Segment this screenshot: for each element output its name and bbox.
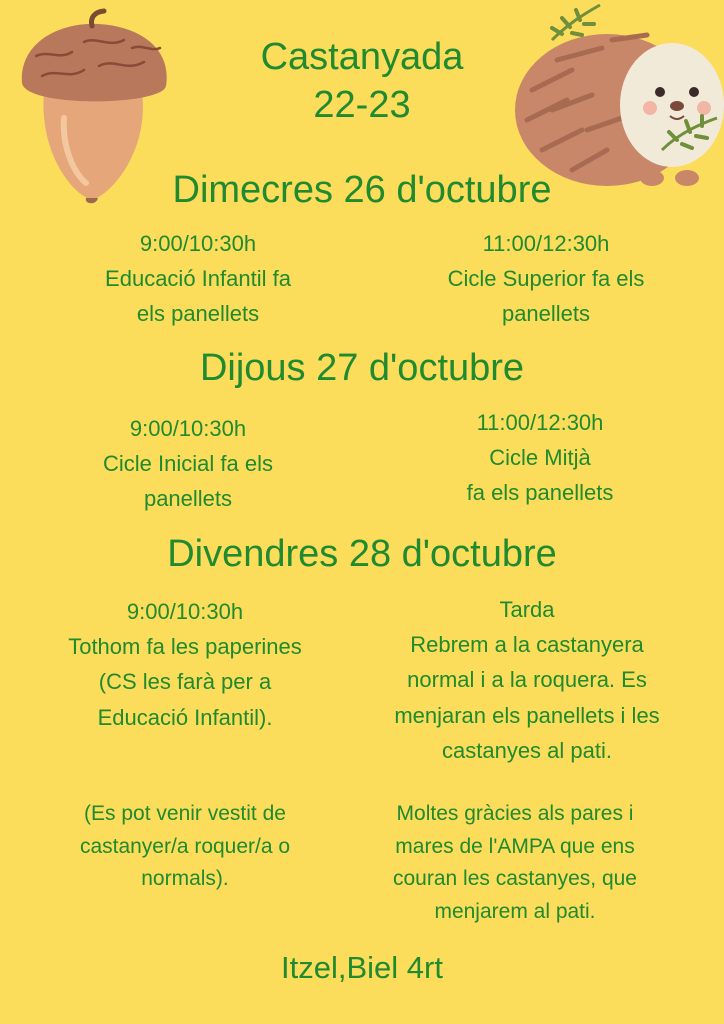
slot-time: 9:00/10:30h: [129, 416, 247, 441]
day-heading-wednesday: Dimecres 26 d'octubre: [172, 169, 552, 211]
slot-time: 11:00/12:30h: [482, 231, 610, 256]
slot-text: Educació Infantil fa: [105, 266, 291, 292]
title-line-1: Castanyada: [260, 36, 464, 78]
slot-text: panellets: [501, 301, 591, 327]
note-text: couran les castanyes, que: [393, 867, 637, 891]
day-heading-thursday: Dijous 27 d'octubre: [199, 347, 525, 389]
note-text: menjarem al pati.: [434, 899, 596, 923]
slot-text: els panellets: [136, 301, 260, 327]
schedule-slot: [80, 226, 316, 332]
slot-text: fa els panellets: [466, 480, 614, 506]
page-title: [180, 34, 544, 129]
thanks-note: [350, 798, 680, 928]
slot-text: panellets: [143, 486, 233, 512]
slot-text: Cicle Mitjà: [489, 445, 591, 471]
schedule-slot: [40, 594, 330, 735]
title-line-2: 22-23: [313, 83, 411, 126]
note-text: Moltes gràcies als pares i: [396, 802, 634, 825]
costume-note: [30, 798, 340, 896]
slot-time: 9:00/10:30h: [139, 231, 257, 256]
slot-text: Educació Infantil).: [97, 704, 273, 730]
slot-text: Rebrem a la castanyera: [410, 632, 644, 658]
slot-time: 11:00/12:30h: [476, 410, 604, 435]
note-text: mares de l'AMPA que ens: [395, 834, 635, 858]
schedule-slot: [70, 411, 306, 517]
slot-text: menjaran els panellets i les: [394, 702, 660, 728]
slot-text: Cicle Inicial fa els: [103, 451, 273, 477]
slot-time: 9:00/10:30h: [126, 599, 244, 624]
slot-text: Cicle Superior fa els: [447, 266, 645, 292]
slot-text: castanyes al pati.: [442, 737, 612, 763]
note-text: (Es pot venir vestit de: [84, 802, 286, 825]
schedule-slot: [362, 592, 692, 768]
slot-text: (CS les farà per a: [98, 669, 272, 695]
slot-text: normal i a la roquera. Es: [407, 667, 647, 693]
note-text: castanyer/a roquer/a o: [79, 834, 291, 858]
note-text: normals).: [141, 867, 229, 891]
schedule-slot: [416, 226, 676, 332]
slot-text: Tothom fa les paperines: [68, 634, 302, 660]
day-heading-friday: Divendres 28 d'octubre: [167, 533, 557, 575]
schedule-slot: [420, 405, 660, 511]
authors-signature: Itzel,Biel 4rt: [281, 950, 443, 985]
slot-time: Tarda: [499, 597, 555, 622]
